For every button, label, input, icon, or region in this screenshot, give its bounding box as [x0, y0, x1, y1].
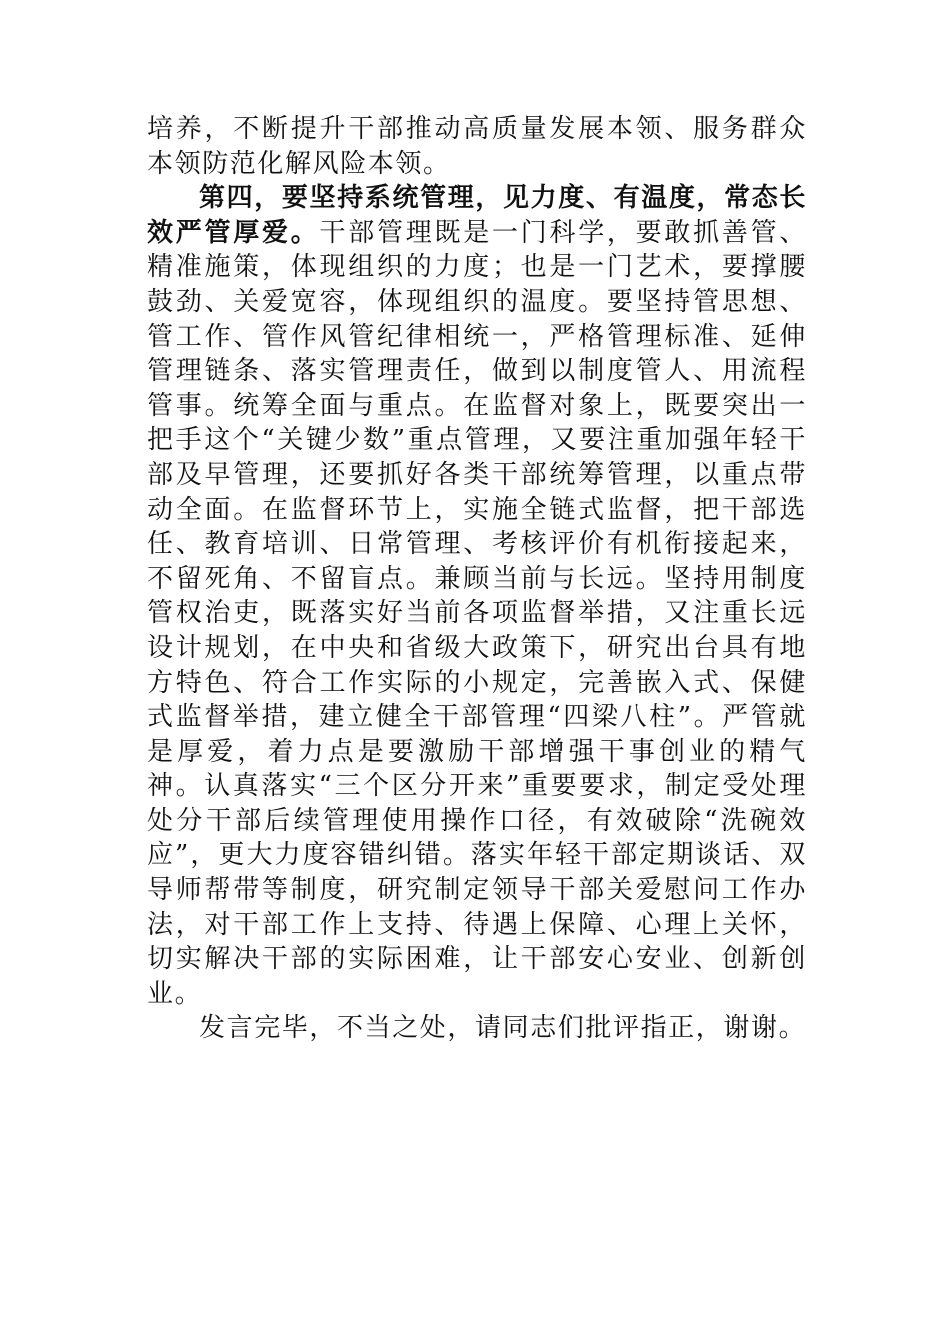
section-four-paragraph — [147, 181, 807, 1011]
continuation-paragraph: 培养，不断提升干部推动高质量发展本领、服务群众本领防范化解风险本领。 — [147, 114, 807, 179]
section-four-heading: 第四，要坚持系统管理，见力度、有温度，常态长效严管厚爱。 — [147, 183, 807, 248]
document-body — [147, 112, 807, 1046]
closing-remarks: 发言完毕，不当之处，请同志们批评指正，谢谢。 — [199, 1013, 807, 1044]
section-four-body: 干部管理既是一门科学，要敢抓善管、精准施策，体现组织的力度；也是一门艺术，要撑腰鼓劲、关爱宽容，体现组织的温度。要坚持管思想、管工作、管作风管纪律相统一，严格管理标准、延伸管理链条、落实管理责任，做到以制度管人、用流程管事。统筹全面与重点。在监督对象上，既要突出一把手这个“关键少数”重点管理，又要注重加强年轻干部及早管理，还要抓好各类干部统筹管理，以重点带动全面。在监督环节上，实施全链式监督，把干部选任、教育培训、日常管理、考核评价有机衔接起来，不留死角、不留盲点。兼顾当前与长远。坚持用制度管权治吏，既落实好当前各项监督举措，又注重长远设计规划，在中央和省级大政策下，研究出台具有地方特色、符合工作实际的小规定，完善嵌入式、保健式监督举措，建立健全干部管理“四梁八柱”。严管就是厚爱，着力点是要激励干部增强干事创业的精气神。认真落实“三个区分开来”重要要求，制定受处理处分干部后续管理使用操作口径，有效破除“洗碗效应”，更大力度容错纠错。落实年轻干部定期谈话、双导师帮带等制度，研究制定领导干部关爱慰问工作办法，对干部工作上支持、待遇上保障、心理上关怀，切实解决干部的实际困难，让干部安心安业、创新创业。 — [147, 217, 808, 1009]
